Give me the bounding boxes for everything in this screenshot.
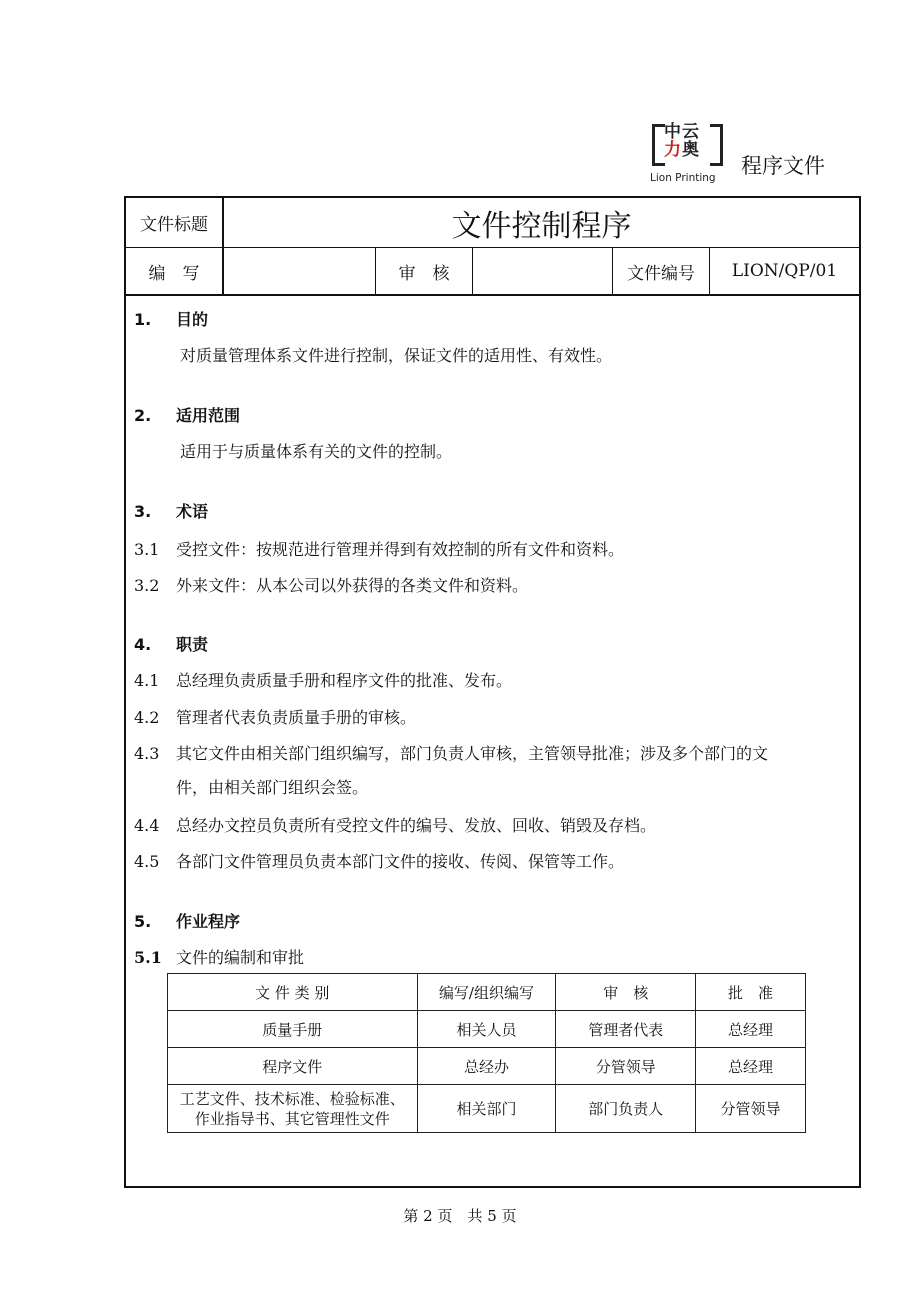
logo-text: Lion Printing xyxy=(650,172,716,184)
table-cell: 总经理 xyxy=(696,1011,806,1048)
table-row xyxy=(168,1011,806,1048)
table-cell: 质量手册 xyxy=(168,1011,418,1048)
section-heading: 4. 职责 xyxy=(134,635,209,654)
table-cell: 工艺文件、技术标准、检验标准、 作业指导书、其它管理性文件 xyxy=(168,1085,418,1133)
logo-char: 中 xyxy=(664,122,681,142)
table-cell: 程序文件 xyxy=(168,1048,418,1085)
list-item: 4.1 总经理负责质量手册和程序文件的批准、发布。 xyxy=(134,671,513,690)
section-heading: 5. 作业程序 xyxy=(134,912,241,931)
author-value xyxy=(224,248,375,294)
table-header: 文 件 类 别 xyxy=(168,974,418,1011)
table-row xyxy=(168,1085,806,1133)
document-type: 程序文件 xyxy=(741,154,825,178)
title-label: 文件标题 xyxy=(140,215,208,235)
section-heading: 1. 目的 xyxy=(134,310,209,329)
table-row xyxy=(168,1048,806,1085)
company-logo xyxy=(650,120,726,186)
table-cell: 总经办 xyxy=(417,1048,556,1085)
table-header: 编写/组织编写 xyxy=(417,974,556,1011)
table-cell: 相关部门 xyxy=(417,1085,556,1133)
table-cell: 分管领导 xyxy=(556,1048,696,1085)
document-title: 文件控制程序 xyxy=(451,208,632,244)
section-heading: 3. 术语 xyxy=(134,502,209,521)
doc-number: LION/QP/01 xyxy=(731,261,838,281)
list-item: 4.3 其它文件由相关部门组织编写，部门负责人审核，主管领导批准；涉及多个部门的文 xyxy=(134,744,769,763)
approval-table xyxy=(167,973,806,1133)
list-item: 4.4 总经办文控员负责所有受控文件的编号、发放、回收、销毁及存档。 xyxy=(134,816,657,835)
list-item: 4.5 各部门文件管理员负责本部门文件的接收、传阅、保管等工作。 xyxy=(134,852,625,871)
table-cell: 总经理 xyxy=(696,1048,806,1085)
list-item: 4.2 管理者代表负责质量手册的审核。 xyxy=(134,708,417,727)
list-item: 3.1 受控文件：按规范进行管理并得到有效控制的所有文件和资料。 xyxy=(134,540,625,559)
section-body: 对质量管理体系文件进行控制，保证文件的适用性、有效性。 xyxy=(180,346,613,365)
author-label: 编 写 xyxy=(148,263,200,284)
table-cell: 部门负责人 xyxy=(556,1085,696,1133)
doc-number-label: 文件编号 xyxy=(627,263,695,284)
table-header-row xyxy=(168,974,806,1011)
list-item: 3.2 外来文件：从本公司以外获得的各类文件和资料。 xyxy=(134,576,529,595)
subsection-heading: 5.1 文件的编制和审批 xyxy=(134,948,305,967)
header-bottom-rule xyxy=(126,294,859,296)
table-header: 审 核 xyxy=(556,974,696,1011)
table-cell: 相关人员 xyxy=(417,1011,556,1048)
reviewer-label: 审 核 xyxy=(398,263,450,284)
table-cell: 管理者代表 xyxy=(556,1011,696,1048)
table-cell: 分管领导 xyxy=(696,1085,806,1133)
section-heading: 2. 适用范围 xyxy=(134,406,241,425)
logo-char: 力 xyxy=(664,140,681,160)
section-body: 适用于与质量体系有关的文件的控制。 xyxy=(180,442,453,461)
table-header: 批 准 xyxy=(696,974,806,1011)
list-item-continuation: 件，由相关部门组织会签。 xyxy=(176,778,369,797)
page-footer: 第 2 页 共 5 页 xyxy=(403,1207,517,1225)
logo-bracket-right xyxy=(710,124,723,166)
reviewer-value xyxy=(473,248,612,294)
logo-char: 奥 xyxy=(682,140,699,160)
logo-char: 云 xyxy=(682,122,699,142)
